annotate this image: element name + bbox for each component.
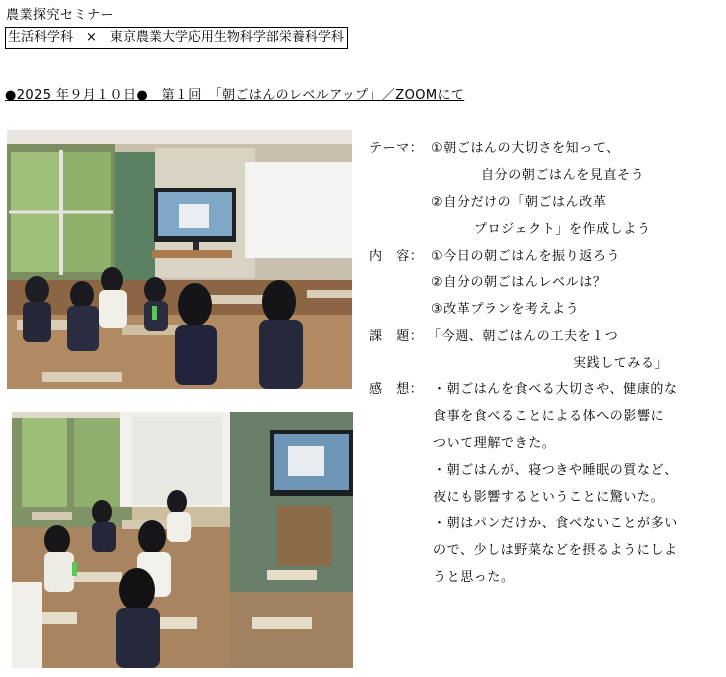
- theme-line: ②自分だけの「朝ごはん改革: [431, 195, 607, 210]
- theme-line: プロジェクト」を作成しよう: [474, 222, 651, 237]
- seminar-series-title: 農業探究セミナー: [6, 8, 115, 23]
- impression-line: 食事を食べることによる体への影響に: [433, 409, 665, 424]
- impression-line: うと思った。: [433, 570, 515, 585]
- impression-line: 夜にも影響するということに驚いた。: [433, 490, 665, 505]
- theme-line: 自分の朝ごはんを見直そう: [481, 168, 645, 183]
- impression-label: 感 想：: [369, 382, 424, 397]
- task-line: 「今週、朝ごはんの工夫を１つ: [428, 329, 619, 344]
- content-line: ③改革プランを考えよう: [431, 302, 580, 317]
- classroom-photo-1: [7, 130, 352, 389]
- impression-line: ので、少しは野菜などを摂るようにしよ: [433, 543, 678, 558]
- task-label: 課 題：: [369, 329, 424, 344]
- content-label: 内 容：: [369, 249, 424, 264]
- impression-line: ついて理解できた。: [433, 436, 556, 451]
- impression-line: ・朝ごはんを食べる大切さや、健康的な: [433, 382, 678, 397]
- content-line: ②自分の朝ごはんレベルは？: [431, 275, 607, 290]
- partner-departments: 生活科学科 × 東京農業大学応用生物科学部栄養科学科: [5, 27, 348, 49]
- task-line: 実践してみる」: [573, 356, 669, 371]
- impression-line: ・朝ごはんが、寝つきや睡眠の質など、: [433, 463, 678, 478]
- theme-line: ①朝ごはんの大切さを知って、: [431, 141, 620, 156]
- session-heading: ●2025 年９月１０日● 第１回 「朝ごはんのレベルアップ」／ZOOMにて: [5, 88, 465, 103]
- content-line: ①今日の朝ごはんを振り返ろう: [431, 249, 621, 264]
- classroom-photo-2: [12, 412, 353, 668]
- impression-line: ・朝はパンだけか、食べないことが多い: [433, 516, 678, 531]
- theme-label: テーマ：: [369, 141, 424, 156]
